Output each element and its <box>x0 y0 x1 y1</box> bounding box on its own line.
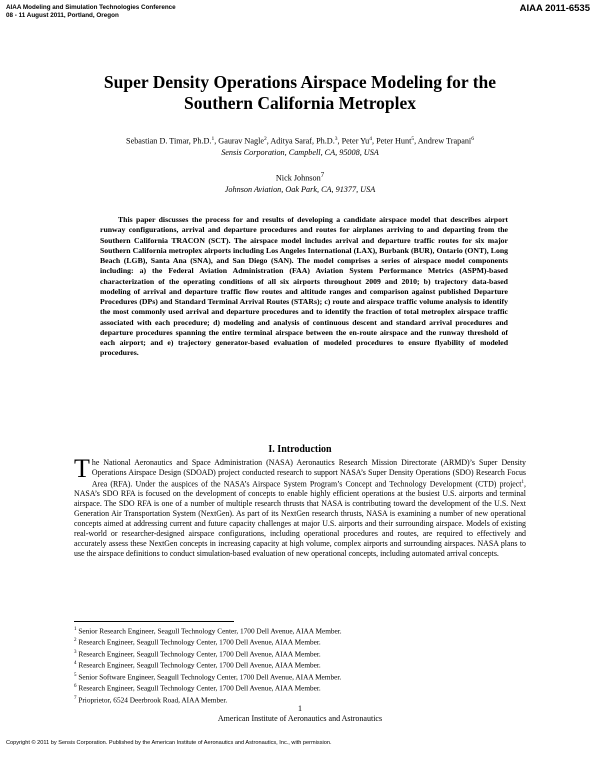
page-number: 1 <box>298 704 302 713</box>
author-name: Peter Hunt <box>376 136 412 146</box>
footnote: $^2$ Research Engineer, Seagull Technology Center, 1700 Dell Avenue, AIAA Member. <box>74 637 321 647</box>
author-name: Nick Johnson <box>275 173 321 183</box>
conference-name: AIAA Modeling and Simulation Technologies Conference <box>6 4 176 11</box>
author-name: Aditya Saraf, Ph.D. <box>270 136 335 146</box>
footnote: $^1$ Senior Research Engineer, Seagull Technology Center, 1700 Dell Avenue, AIAA Member. <box>74 626 342 636</box>
paper-title-line-2: Southern California Metroplex <box>183 93 417 113</box>
footnote: $^7$ Prioprietor, 6524 Deerbrook Road, AIAA Member. <box>74 694 228 704</box>
footnote: $^6$ Research Engineer, Seagull Technology Center, 1700 Dell Avenue, AIAA Member. <box>74 683 321 693</box>
footnote-separator <box>74 621 234 622</box>
introduction-paragraph: The National Aeronautics and Space Administration (NASA) Aeronautics Research Mission Directorate (ARMD)’s Super Density Operations Airspace Design (SDOAD) project conducted research to support NASA’s Super Density Operations (SDO) Research Focus Area (RFA). Under the auspices of the NASA’s Airspace System Program’s Concept and Technology Development (CTD) project$^1$, NASA’s SDO RFA is focused on the development of concepts to enable highly efficient operations at the busiest U.S. airports and terminal airspace. The SDO RFA is one of a number of multiple research thrusts that NASA is contributing toward the development of the U.S. Next Generation Air Transportation System (NextGen). As part of its NextGen research thrusts, NASA is examining a number of new operational concepts aimed at addressing current and future capacity challenges at major U.S. airports and their surrounding airspace. Models of existing real-world or researcher-designed airspace configurations, including operational procedures and routes, are required to effectively and accurately assess these NextGen concepts in increasing capacity at high volume, complex airports and surrounding airspaces. NASA plans to use the airspace definitions to conduct simulation-based evaluation of new operational concepts, including automated arrival concepts. <box>74 454 526 558</box>
footnote: $^3$ Research Engineer, Seagull Technology Center, 1700 Dell Avenue, AIAA Member. <box>74 649 321 659</box>
author-name: Gaurav Nagle <box>218 136 264 146</box>
author-block-1 <box>50 134 550 158</box>
footnote-marker: 1 <box>211 136 215 142</box>
author-name: Sebastian D. Timar, Ph.D. <box>126 136 212 146</box>
footnote-marker: 3 <box>334 136 338 142</box>
section-heading-introduction: I. Introduction <box>268 444 332 455</box>
author-affiliation-1: Sensis Corporation, Campbell, CA, 95008, USA <box>221 147 379 157</box>
copyright-notice: Copyright © 2011 by Sensis Corporation. Published by the American Institute of Aeronautics and Astronautics, Inc., with permission. <box>6 740 332 746</box>
author-name: Peter Yu <box>341 136 370 146</box>
paper-number: AIAA 2011-6535 <box>519 3 590 14</box>
author-list: Sebastian D. Timar, Ph.D.$^1$, Gaurav Nagle$^2$, Aditya Saraf, Ph.D.$^3$, Peter Yu$^4$, Peter Hunt$^5$, Andrew Trapani$^6$ <box>126 136 474 146</box>
footnote-marker: 2 <box>263 136 267 142</box>
footnotes <box>74 625 526 705</box>
paper-title-line-1: Super Density Operations Airspace Modeling for the <box>103 72 497 92</box>
footnote-marker: 6 <box>471 136 474 142</box>
paper-title <box>50 72 550 114</box>
reference-marker: 1 <box>521 479 525 485</box>
author-list-2 <box>50 170 550 184</box>
abstract: This paper discusses the process for and results of developing a candidate airspace model that describes airport runway configurations, arrival and departure procedures and routes for airplanes arriving to and departing from the Southern California TRACON (SCT). The airspace model includes arrival and departure traffic routes for six major Southern California metroplex airports including Los Angeles International (LAX), Burbank (BUR), Ontario (ONT), Long Beach (LGB), Santa Ana (SNA), and San Diego (SAN). The model comprises a series of airspace model components including: a) the Federal Aviation Administration (FAA) Aviation System Performance Metrics (ASPM)-based characterization of the operating conditions of all six airports throughout 2009 and 2010; b) trajectory data-based modeling of arrival and departure traffic flow routes and altitude ranges and comparison against published Departure Procedures (DPs) and Standard Terminal Arrival Routes (STARs); c) route and airspace traffic volume analysis to identify the most commonly used arrival and departure procedures and to identify the fraction of total metroplex airspace traffic associated with each procedure; d) modeling and analysis of continuous descent and standard arrival procedures and departure procedures spanning the entire terminal airspace between the en-route airspace and the runway threshold of each airport; and e) trajectory generator-based evaluation of modeled procedures to ensure flyability of modeled procedures. <box>100 215 508 358</box>
author-name: Andrew Trapani <box>417 136 472 146</box>
footnote-marker: 5 <box>411 136 415 142</box>
drop-cap: T <box>74 454 90 483</box>
footnote-marker: 7 <box>320 172 325 179</box>
footnote: $^4$ Research Engineer, Seagull Technology Center, 1700 Dell Avenue, AIAA Member. <box>74 660 321 670</box>
footnote-marker: 4 <box>369 136 373 142</box>
conference-header <box>6 4 176 20</box>
author-affiliation-2: Johnson Aviation, Oak Park, CA, 91377, USA <box>224 184 376 194</box>
footnote: $^5$ Senior Software Engineer, Seagull Technology Center, 1700 Dell Avenue, AIAA Member. <box>74 672 342 682</box>
conference-dates-location: 08 - 11 August 2011, Portland, Oregon <box>6 12 119 19</box>
publisher-footer: American Institute of Aeronautics and Astronautics <box>217 714 383 723</box>
author-block-2 <box>50 170 550 195</box>
